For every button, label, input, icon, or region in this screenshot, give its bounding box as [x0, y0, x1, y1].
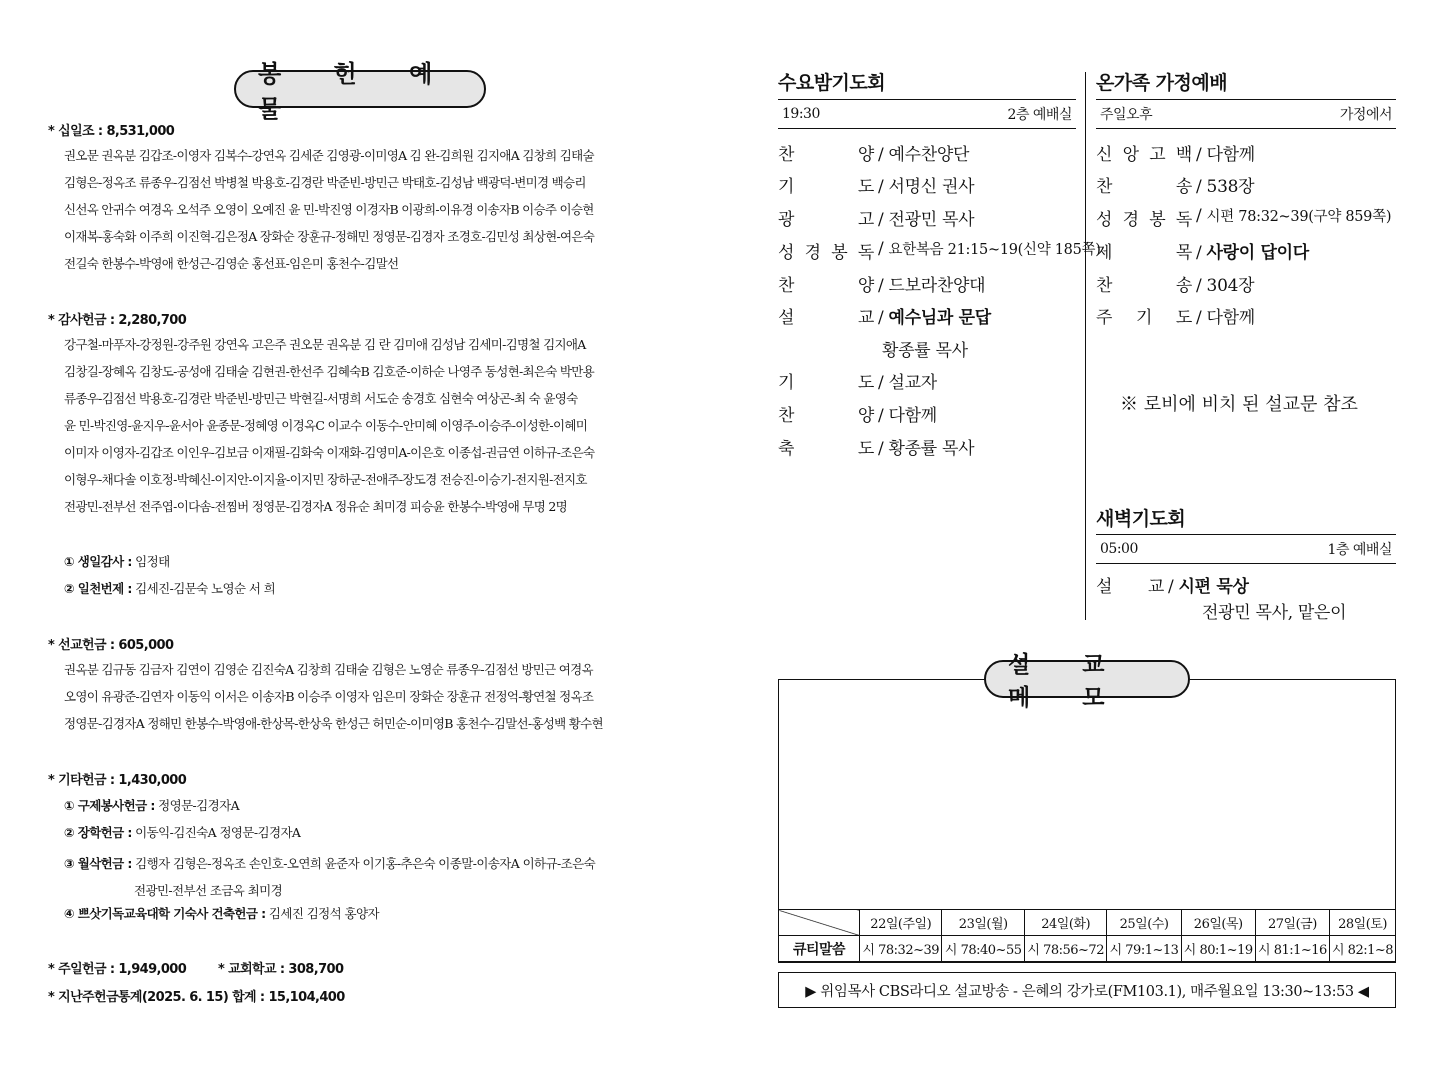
- other-heading: * 기타헌금 : 1,430,000: [48, 773, 187, 788]
- order-value: 드보라찬양대: [888, 276, 986, 296]
- order-item: 찬 송 / 538장: [1096, 177, 1255, 197]
- church-school-offering: * 교회학교 : 308,700: [218, 962, 344, 977]
- mission-names: [64, 656, 660, 737]
- monthly-names: 김행자 김형은-정옥조 손인호-오연희 윤준자 이기홍-추은숙 이종말-이송자A 이하규-조은숙: [135, 856, 596, 871]
- lobby-note: ※ 로비에 비치 된 설교문 참조: [1120, 394, 1358, 415]
- sunday-offering: * 주일헌금 : 1,949,000: [48, 962, 187, 977]
- order-item: 찬 송 / 304장: [1096, 276, 1255, 296]
- name-line: 전길숙 한봉수-박영애 한성근-김영순 홍선표-임은미 홍천수-김말선: [64, 256, 399, 271]
- name-line: 이형우-채다솔 이호정-박혜신-이지안-이지율-이지민 장하군-전애주-장도경 전승진-이승기-전지원-전지호: [64, 472, 587, 487]
- thousand-label: ② 일천번제 :: [64, 581, 132, 596]
- sermon-memo-title: 설 교 메 모: [984, 660, 1190, 698]
- order-value: 다함께: [1206, 308, 1255, 328]
- passage-cell: 시 78:40~55: [942, 936, 1024, 962]
- offering-title: 봉 헌 예 물: [234, 70, 486, 108]
- qt-label: 큐티말씀: [779, 936, 860, 962]
- order-item: 주 기 도 / 다함께: [1096, 308, 1255, 328]
- order-item: 설 교 / 예수님과 문답: [778, 308, 991, 328]
- order-item: 기 도 / 서명신 권사: [778, 177, 975, 197]
- day-cell: 27일(금): [1255, 910, 1329, 936]
- dawn-sermon: 설 교 / 시편 묵상: [1096, 577, 1249, 597]
- table-row: [779, 936, 1396, 962]
- order-value: 304장: [1206, 276, 1255, 296]
- wednesday-subheader: [778, 99, 1076, 129]
- relief-offering: [64, 796, 239, 814]
- passage-cell: 시 79:1~13: [1107, 936, 1181, 962]
- table-row: [779, 910, 1396, 936]
- day-cell: 22일(주일): [860, 910, 942, 936]
- thousand-offering: [64, 579, 275, 597]
- name-line: 권오문 권옥분 김갑조-이영자 김복수-강연옥 김세준 김영광-이미영A 김 완-김희원 김지애A 김창희 김태술: [64, 148, 594, 163]
- preacher: 황종률 목사: [882, 341, 968, 361]
- day-cell: 25일(수): [1107, 910, 1181, 936]
- dawn-sermon-title: 시편 묵상: [1178, 577, 1249, 597]
- order-item: 신 앙 고 백 / 다함께: [1096, 145, 1255, 165]
- dawn-place: 1층 예배실: [1327, 542, 1392, 558]
- order-item: 축 도 / 황종률 목사: [778, 439, 975, 459]
- monthly-names-cont: 전광민-전부선 조금옥 최미경: [134, 883, 283, 898]
- order-item: 찬 양 / 다함께: [778, 406, 937, 426]
- passage-cell: 시 80:1~19: [1181, 936, 1255, 962]
- dorm-label: ④ 쁘삿기독교육대학 기숙사 건축헌금 :: [64, 906, 266, 921]
- birthday-label: ① 생일감사 :: [64, 554, 132, 569]
- name-line: 전광민-전부선 전주엽-이다솜-전찜버 정영문-김경자A 정유순 최미경 피승윤 한봉수-박영애 무명 2명: [64, 499, 568, 514]
- passage-cell: 시 82:1~8: [1330, 936, 1396, 962]
- thanks-names: [64, 331, 660, 520]
- wednesday-place: 2층 예배실: [1007, 107, 1072, 123]
- thanks-heading: * 감사헌금 : 2,280,700: [48, 313, 187, 328]
- name-line: 강구철-마푸자-강정원-강주원 강연옥 고은주 권오문 권옥분 김 란 김미애 김성남 김세미-김명철 김지애A: [64, 337, 586, 352]
- name-line: 오영이 유광준-김연자 이동익 이서은 이송자B 이승주 이영자 임은미 장화순 장훈규 전정억-황연철 정옥조: [64, 689, 594, 704]
- order-item: 찬 양 / 예수찬양단: [778, 145, 970, 165]
- tithe-heading: * 십일조 : 8,531,000: [48, 124, 175, 139]
- day-cell: 26일(목): [1181, 910, 1255, 936]
- monthly-label: ③ 월삭헌금 :: [64, 856, 132, 871]
- dawn-title: 새벽기도회: [1096, 508, 1186, 530]
- birthday-names: 임정태: [135, 554, 170, 569]
- order-value: 예수찬양단: [888, 145, 970, 165]
- column-divider: [1085, 72, 1086, 620]
- order-value: 요한복음 21:15~19(신약 185쪽): [888, 242, 1101, 258]
- name-line: 신선옥 안귀수 여경옥 오석주 오영이 오예진 윤 민-박진영 이경자B 이광희-이유경 이송자B 이승주 이승현: [64, 202, 594, 217]
- scholarship-label: ② 장학헌금 :: [64, 825, 132, 840]
- passage-cell: 시 81:1~16: [1255, 936, 1329, 962]
- monthly-offering: [64, 850, 595, 904]
- order-value: 전광민 목사: [888, 210, 975, 230]
- name-line: 정영문-김경자A 정해민 한봉수-박영애-한상목-한상욱 한성근 허민순-이미영B 홍천수-김말선-홍성백 황수현: [64, 716, 603, 731]
- passage-cell: 시 78:32~39: [860, 936, 942, 962]
- qt-schedule-table: [778, 909, 1396, 962]
- dorm-offering: [64, 904, 379, 922]
- dorm-names: 김세진 김정석 홍양자: [268, 906, 379, 921]
- order-value: 시편 78:32~39(구약 859쪽): [1206, 209, 1392, 225]
- relief-label: ① 구제봉사헌금 :: [64, 798, 155, 813]
- order-value: 다함께: [1206, 145, 1255, 165]
- name-line: 권옥분 김규동 김금자 김연이 김영순 김진숙A 김창희 김태술 김형은 노영순 류종우-김점선 방민근 여경옥: [64, 662, 593, 677]
- family-time: 주일오후: [1100, 107, 1153, 123]
- tithe-names: [64, 142, 660, 277]
- dawn-time: 05:00: [1100, 541, 1138, 557]
- order-value: 다함께: [888, 406, 937, 426]
- relief-names: 정영문-김경자A: [158, 798, 240, 813]
- family-place: 가정에서: [1339, 107, 1392, 123]
- order-item: 성 경 봉 독 / 요한복음 21:15~19(신약 185쪽): [778, 239, 1101, 263]
- order-value: 538장: [1206, 177, 1255, 197]
- family-subheader: [1096, 99, 1396, 129]
- order-value: 황종률 목사: [888, 439, 975, 459]
- passage-cell: 시 78:56~72: [1024, 936, 1106, 962]
- order-item: 기 도 / 설교자: [778, 373, 937, 393]
- order-item: 제 목 / 사랑이 답이다: [1096, 243, 1309, 263]
- order-item: [878, 336, 968, 361]
- order-value: 설교자: [888, 373, 937, 393]
- dawn-subheader: [1096, 534, 1396, 564]
- scholarship-names: 이동익-김진숙A 정영문-김경자A: [135, 825, 301, 840]
- birthday-thanks: [64, 552, 170, 570]
- name-line: 이재복-홍숙화 이주희 이진혁-김은정A 장화순 장훈규-정해민 정영문-김경자 조경호-김민성 최상현-여은숙: [64, 229, 595, 244]
- order-item: 광 고 / 전광민 목사: [778, 210, 975, 230]
- day-cell: 23일(월): [942, 910, 1024, 936]
- dawn-preacher: 전광민 목사, 맡은이: [1202, 603, 1347, 623]
- wednesday-time: 19:30: [782, 106, 820, 122]
- last-week-total: * 지난주헌금통계(2025. 6. 15) 합계 : 15,104,400: [48, 990, 345, 1005]
- thousand-names: 김세진-김문숙 노영순 서 희: [135, 581, 276, 596]
- name-line: 이미자 이영자-김갑조 이인우-김보금 이재필-김화숙 이재화-김영미A-이은호 이종섭-권금연 이하규-조은숙: [64, 445, 595, 460]
- corner-cell: [779, 910, 860, 936]
- name-line: 김형은-정옥조 류종우-김점선 박병철 박용호-김경란 박준빈-방민근 박태호-김성남 백광덕-변미경 백승리: [64, 175, 586, 190]
- sermon-title: 사랑이 답이다: [1206, 243, 1309, 263]
- order-value: 서명신 권사: [888, 177, 975, 197]
- day-cell: 24일(화): [1024, 910, 1106, 936]
- radio-broadcast-notice: ▶ 위임목사 CBS라디오 설교방송 - 은혜의 강가로(FM103.1), 매주월요일 13:30~13:53 ◀: [778, 972, 1396, 1008]
- order-item: 찬 양 / 드보라찬양대: [778, 276, 986, 296]
- family-title: 온가족 가정예배: [1096, 72, 1228, 94]
- scholarship-offering: [64, 823, 300, 841]
- name-line: 류종우-김점선 박용호-김경란 박준빈-방민근 박현길-서명희 서도순 송경호 심현숙 여상곤-최 숙 윤영숙: [64, 391, 578, 406]
- order-item: 성 경 봉 독 / 시편 78:32~39(구약 859쪽): [1096, 206, 1392, 230]
- name-line: 윤 민-박진영-윤지우-윤서아 윤종문-정혜영 이경옥C 이교수 이동수-안미혜 이영주-이승주-이성한-이혜미: [64, 418, 588, 433]
- sermon-title: 예수님과 문답: [888, 308, 991, 328]
- day-cell: 28일(토): [1330, 910, 1396, 936]
- name-line: 김창길-장혜옥 김창도-공성애 김태술 김현권-한선주 김혜숙B 김호준-이하순 나영주 동성현-최은숙 박만용: [64, 364, 595, 379]
- wednesday-title: 수요밤기도회: [778, 72, 886, 94]
- mission-heading: * 선교헌금 : 605,000: [48, 638, 174, 653]
